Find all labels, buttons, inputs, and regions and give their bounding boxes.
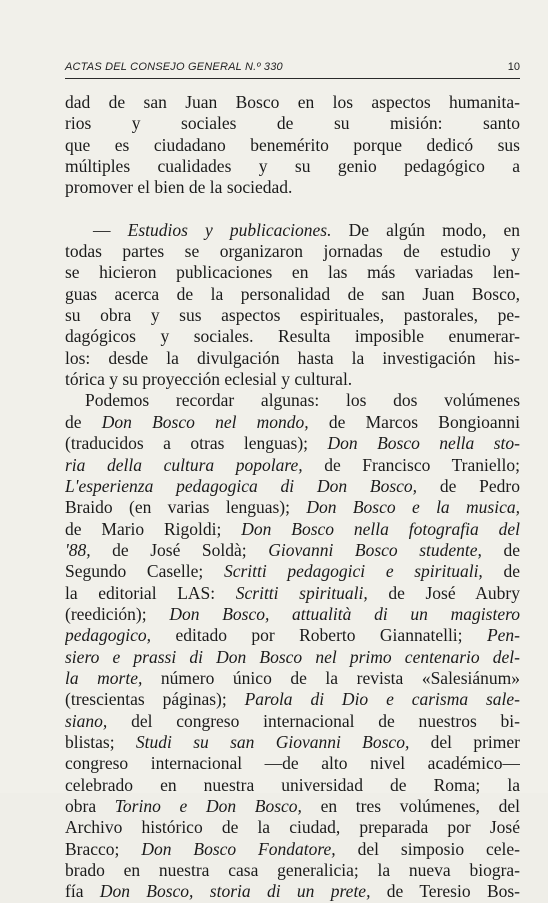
text-line	[65, 561, 520, 582]
text-span: de José Aubry	[367, 582, 520, 603]
italic-text: siero e prassi di Don Bosco nel primo centenario del-	[65, 646, 520, 667]
italic-text: Don Bosco nella fotografia del	[241, 518, 520, 539]
text-span: que es ciudadano benemérito porque dedicó sus	[65, 134, 520, 155]
text-span: —	[93, 219, 128, 240]
text-span: su obra y sus aspectos espirituales, pastorales, pe-	[65, 305, 520, 326]
header-title: ACTAS DEL CONSEJO GENERAL N.º 330	[65, 61, 283, 73]
italic-text: siano,	[65, 710, 108, 731]
text-line	[65, 262, 520, 283]
italic-text: Studi su san Giovanni Bosco,	[135, 731, 410, 752]
text-line	[65, 540, 520, 561]
text-span: de	[481, 539, 520, 560]
text-span: todas partes se organizaron jornadas de estudio y	[65, 241, 520, 262]
text-line	[65, 689, 520, 710]
text-line	[65, 625, 520, 646]
italic-text: ria della cultura popolare,	[65, 454, 303, 475]
text-line	[65, 390, 520, 411]
italic-text: Don Bosco nel mondo,	[101, 411, 309, 432]
text-line	[65, 113, 520, 134]
text-line	[65, 305, 520, 326]
text-span: en tres volúmenes, del	[301, 796, 520, 816]
text-span: del simposio cele-	[335, 838, 520, 859]
text-span: dagógicos y sociales. Resulta imposible enumerar-	[65, 326, 520, 347]
text-span: rios y sociales de su misión: santo	[65, 113, 520, 134]
text-span: promover el bien de la sociedad.	[65, 177, 293, 198]
text-span: guas acerca de la personalidad de san Juan Bosco,	[65, 283, 520, 304]
text-line	[65, 476, 520, 497]
text-span: de	[482, 561, 520, 582]
text-line	[65, 753, 520, 774]
text-line	[65, 817, 520, 838]
text-span: blistas;	[65, 731, 136, 752]
text-line	[65, 348, 520, 369]
text-span: fía	[65, 881, 100, 902]
italic-text: L'esperienza pedagogica di Don Bosco,	[65, 475, 418, 496]
italic-text: Estudios y publicaciones.	[127, 219, 332, 240]
text-line	[65, 497, 520, 518]
text-span: brado en nuestra casa generalicia; la nueva biogra-	[65, 860, 520, 881]
text-line	[65, 220, 520, 241]
text-span: tórica y su proyección eclesial y cultural.	[65, 369, 353, 390]
body-text	[65, 92, 520, 903]
text-line	[65, 326, 520, 347]
text-span: (trescientas páginas);	[65, 689, 245, 710]
italic-text: Don Bosco Fondatore,	[141, 838, 336, 859]
italic-text: Don Bosco, storia di un prete,	[99, 881, 371, 902]
text-line	[65, 177, 520, 198]
text-line	[65, 881, 520, 902]
text-line	[65, 583, 520, 604]
text-line	[65, 711, 520, 732]
text-span: de	[65, 411, 102, 432]
text-span: de Teresio Bos-	[370, 881, 520, 902]
page-number: 10	[507, 61, 520, 73]
text-span: Bracco;	[65, 838, 142, 859]
text-span: De algún modo, en	[331, 219, 520, 240]
text-line	[65, 860, 520, 881]
text-line	[65, 647, 520, 668]
text-span: número único de la revista «Salesiánum»	[142, 667, 520, 688]
italic-text: Giovanni Bosco studente,	[268, 539, 482, 560]
text-span: los: desde la divulgación hasta la investigación his-	[65, 347, 520, 368]
text-span: (reedición);	[65, 603, 170, 624]
text-line	[65, 433, 520, 454]
text-line	[65, 732, 520, 753]
italic-text: Don Bosco, attualità di un magistero	[169, 603, 520, 624]
italic-text: la morte,	[65, 667, 143, 688]
text-span: Podemos recordar algunas: los dos volúmenes	[85, 390, 520, 411]
text-span: celebrado en nuestra universidad de Roma; la	[65, 774, 520, 795]
text-span: de José Soldà;	[90, 539, 269, 560]
text-line	[65, 796, 520, 817]
text-span: obra	[65, 796, 115, 816]
text-span: de Marcos Bongioanni	[308, 411, 520, 432]
paragraph-gap	[65, 199, 520, 220]
text-span: Braido (en varias lenguas);	[65, 497, 307, 518]
text-span: Segundo Caselle;	[65, 561, 224, 582]
text-span: editado por Roberto Giannatelli;	[151, 625, 487, 646]
text-line	[65, 284, 520, 305]
text-span: de Pedro	[417, 475, 520, 496]
text-line	[65, 604, 520, 625]
italic-text: Don Bosco e la musica,	[306, 497, 520, 518]
text-line	[65, 519, 520, 540]
text-span: Archivo histórico de la ciudad, preparada por José	[65, 817, 520, 838]
text-line	[65, 156, 520, 177]
text-span: dad de san Juan Bosco en los aspectos humanita-	[65, 92, 520, 112]
text-line	[65, 241, 520, 262]
text-span: del primer	[409, 731, 520, 752]
italic-text: pedagogico,	[65, 625, 152, 646]
text-span: de Francisco Traniello;	[302, 454, 520, 475]
italic-text: Scritti spirituali,	[235, 582, 368, 603]
text-span: del congreso internacional de nuestros bi-	[107, 710, 520, 731]
text-line	[65, 135, 520, 156]
italic-text: Torino e Don Bosco,	[114, 796, 302, 816]
text-line	[65, 668, 520, 689]
running-header	[65, 60, 520, 79]
text-span: de Mario Rigoldi;	[65, 518, 242, 539]
italic-text: Scritti pedagogici e spirituali,	[223, 561, 483, 582]
italic-text: '88,	[65, 539, 91, 560]
text-span: (traducidos a otras lenguas);	[65, 433, 328, 454]
italic-text: Don Bosco nella sto-	[327, 433, 520, 454]
text-line	[65, 839, 520, 860]
text-span: múltiples cualidades y su genio pedagógico a	[65, 156, 520, 177]
text-line	[65, 369, 520, 390]
text-line	[65, 455, 520, 476]
italic-text: Pen-	[486, 625, 520, 646]
italic-text: Parola di Dio e carisma sale-	[244, 689, 520, 710]
text-line	[65, 92, 520, 113]
text-line	[65, 412, 520, 433]
text-span: congreso internacional —de alto nivel académico—	[65, 753, 520, 774]
text-span: se hicieron publicaciones en las más variadas len-	[65, 262, 520, 283]
text-span: la editorial LAS:	[65, 582, 236, 603]
